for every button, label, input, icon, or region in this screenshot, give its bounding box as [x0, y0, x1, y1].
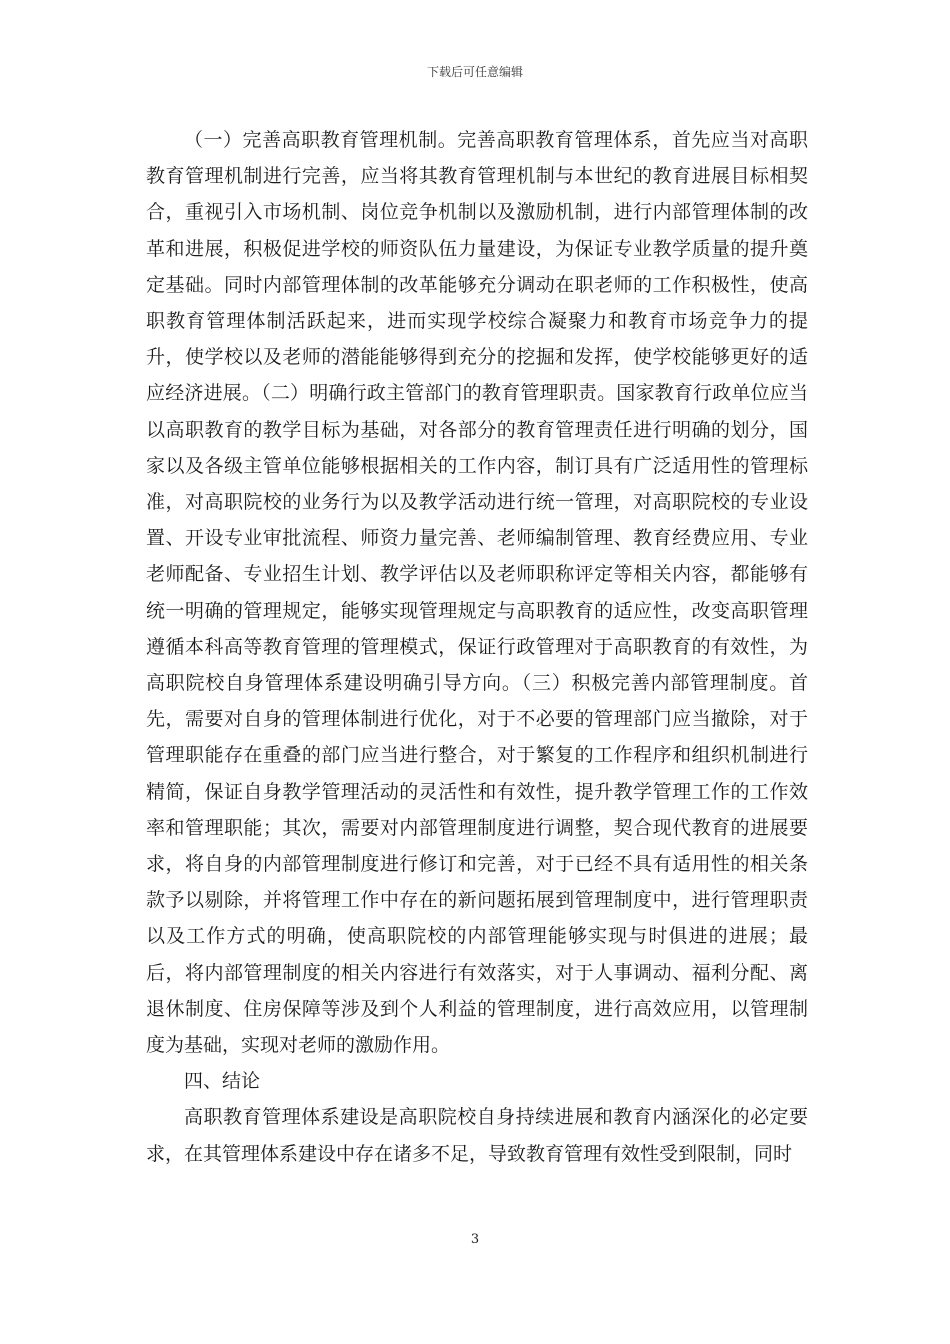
paragraph-conclusion: 高职教育管理体系建设是高职院校自身持续进展和教育内涵深化的必定要求，在其管理体系建设中存在诸多不足，导致教育管理有效性受到限制，同时 [146, 1106, 808, 1165]
paragraph-management-measures: （一）完善高职教育管理机制。完善高职教育管理体系，首先应当对高职教育管理机制进行完善，应当将其教育管理机制与本世纪的教育进展目标相契合，重视引入市场机制、岗位竞争机制以及激励机制，进行内部管理体制的改革和进展，积极促进学校的师资队伍力量建设，为保证专业教学质量的提升奠定基础。同时内部管理体制的改革能够充分调动在职老师的工作积极性，使高职教育管理体制活跃起来，进而实现学校综合凝聚力和教育市场竞争力的提升，使学校以及老师的潜能能够得到充分的挖掘和发挥，使学校能够更好的适应经济进展。（二）明确行政主管部门的教育管理职责。国家教育行政单位应当以高职教育的教学目标为基础，对各部分的教育管理责任进行明确的划分，国家以及各级主管单位能够根据相关的工作内容，制订具有广泛适用性的管理标准，对高职院校的业务行为以及教学活动进行统一管理，对高职院校的专业设置、开设专业审批流程、师资力量完善、老师编制管理、教育经费应用、专业老师配备、专业招生计划、教学评估以及老师职称评定等相关内容，都能够有统一明确的管理规定，能够实现管理规定与高职教育的适应性，改变高职管理遵循本科高等教育管理的管理模式，保证行政管理对于高职教育的有效性，为高职院校自身管理体系建设明确引导方向。（三）积极完善内部管理制度。首先，需要对自身的管理体制进行优化，对于不必要的管理部门应当撤除，对于管理职能存在重叠的部门应当进行整合，对于繁复的工作程序和组织机制进行精简，保证自身教学管理活动的灵活性和有效性，提升教学管理工作的工作效率和管理职能；其次，需要对内部管理制度进行调整，契合现代教育的进展要求，将自身的内部管理制度进行修订和完善，对于已经不具有适用性的相关条款予以剔除，并将管理工作中存在的新问题拓展到管理制度中，进行管理职责以及工作方式的明确，使高职院校的内部管理能够实现与时俱进的进展；最后，将内部管理制度的相关内容进行有效落实，对于人事调动、福利分配、离退休制度、住房保障等涉及到个人利益的管理制度，进行高效应用，以管理制度为基础，实现对老师的激励作用。 [146, 129, 808, 1057]
page-number: 3 [470, 1232, 480, 1247]
page-header-note: 下载后可任意编辑 [426, 65, 523, 79]
document-body [146, 122, 808, 1172]
section-heading-conclusion: 四、结论 [184, 1070, 261, 1093]
